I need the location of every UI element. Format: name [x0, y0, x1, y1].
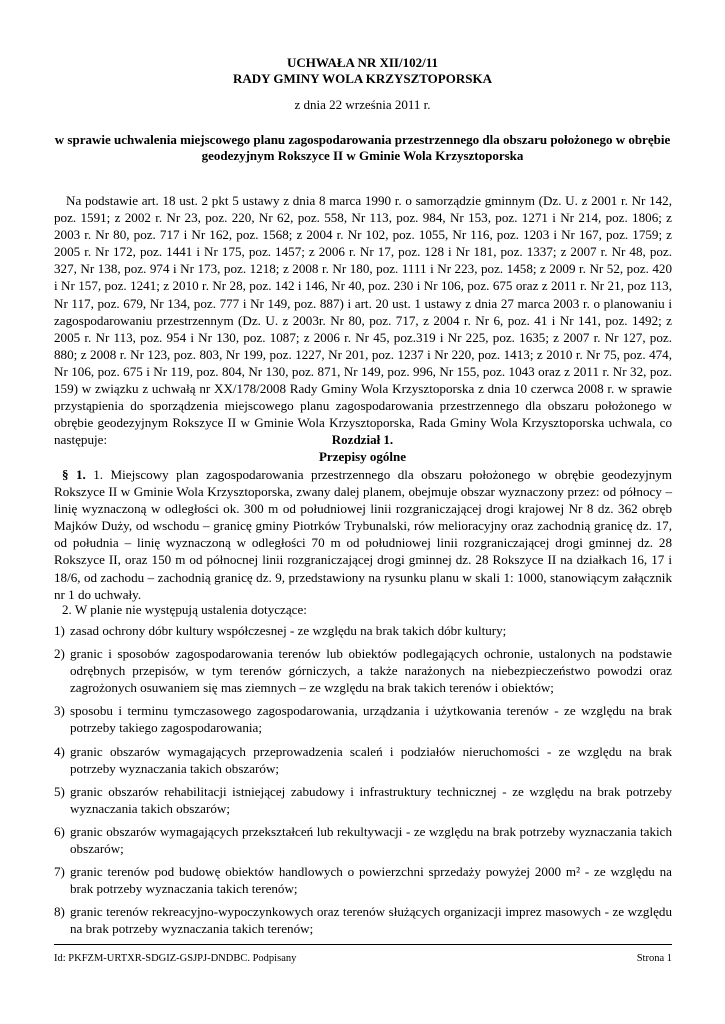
list-item-text: granic terenów rekreacyjno-wypoczynkowych oraz terenów służących organizacji imprez masowych - ze względu na brak potrzeby wyznaczania takich terenów;: [70, 904, 672, 937]
chapter-number: Rozdział 1.: [331, 432, 394, 447]
footer-divider: [54, 944, 672, 945]
list-item-text: granic i sposobów zagospodarowania terenów lub obiektów podlegających ochronie, ustalonych na podstawie odrębnych przepisów, w tym terenów górniczych, a także narażonych na niebezpieczeństwo powodzi oraz zagrożonych osuwaniem się mas ziemnych – ze względu na brak takich terenów i obiektów;: [70, 646, 672, 696]
list-item: [54, 622, 672, 639]
chapter-title: Przepisy ogólne: [318, 449, 406, 464]
list-item-text: granic obszarów wymagających przeprowadzenia scaleń i podziałów nieruchomości - ze względu na brak potrzeby wyznaczania takich obszarów;: [70, 743, 672, 776]
exclusions-list: [54, 622, 672, 944]
list-item: [54, 645, 672, 696]
legal-basis-paragraph: Na podstawie art. 18 ust. 2 pkt 5 ustawy z dnia 8 marca 1990 r. o samorządzie gminnym (Dz. U. z 2001 r. Nr 142, poz. 1591; z 2002 r. Nr 23, poz. 220, Nr 62, poz. 558, Nr 113, poz. 984, Nr 153, poz. 1271 i Nr 214, poz. 1806; z 2003 r. Nr 80, poz. 717 i Nr 162, poz. 1568; z 2004 r. Nr 102, poz. 1055, Nr 116, poz. 1203 i Nr 167, poz. 1759; z 2005 r. Nr 172, poz. 1441 i Nr 175, poz. 1457; z 2006 r. Nr 17, poz. 128 i Nr 181, poz. 1337; z 2007 r. Nr 48, poz. 327, Nr 138, poz. 974 i Nr 173, poz. 1218; z 2008 r. Nr 180, poz. 1111 i Nr 223, poz. 1458; z 2009 r. Nr 52, poz. 420 i Nr 157, poz. 1241; z 2010 r. Nr 28, poz. 142 i 146, Nr 40, poz. 230 i Nr 106, poz. 675 oraz z 2011 r. Nr 21, poz 113, Nr 117, poz. 679, Nr 134, poz. 777 i Nr 149, poz. 887) i art. 20 ust. 1 ustawy z dnia 27 marca 2003 r. o planowaniu i zagospodarowaniu przestrzennym (Dz. U. z 2003r. Nr 80, poz. 717, z 2004 r. Nr 6, poz. 41 i Nr 141, poz. 1492; z 2005 r. Nr 113, poz. 954 i Nr 130, poz. 1087; z 2006 r. Nr 45, poz.319 i Nr 225, poz. 1635; z 2007 r. Nr 127, poz. 880; z 2008 r. Nr 123, poz. 803, Nr 199, poz. 1227, Nr 201, poz. 1237 i Nr 220, poz. 1413; z 2010 r. Nr 75, poz. 474, Nr 106, poz. 675 i Nr 119, poz. 804, Nr 130, poz. 871, Nr 149, poz. 996, Nr 155, poz. 1043 oraz z 2011 r. Nr 32, poz. 159) w związku z uchwałą nr XX/178/2008 Rady Gminy Wola Krzysztoporska z dnia 10 czerwca 2008 r. w sprawie przystąpienia do sporządzenia miejscowego planu zagospodarowania przestrzennego dla obszaru położonego w obrębie geodezyjnym Rokszyce II w Gminie Wola Krzysztoporska, Rada Gminy Wola Krzysztoporska uchwala, co następuje:: [54, 193, 672, 448]
document-id: Id: PKFZM-URTXR-SDGIZ-GSJPJ-DNDBC. Podpisany: [54, 953, 297, 964]
list-item-text: sposobu i terminu tymczasowego zagospodarowania, urządzania i użytkowania terenów - ze względu na brak potrzeby takiego zagospodarowania;: [70, 703, 672, 736]
section-1-text: 1. Miejscowy plan zagospodarowania przestrzennego dla obszaru położonego w obrębie geodezyjnym Rokszyce II w Gminie Wola Krzysztoporska, zwany dalej planem, obejmuje obszar wyznaczony przez: od północy – linię wyznaczoną w odległości ok. 300 m od południowej linii rozgraniczającej drogi krajowej Nr 8 dz. 362 obręb Majków Duży, od wschodu – granicę gminy Piotrków Trybunalski, rów melioracyjny oraz zachodnią granicę dz. 17, od południa – linię wyznaczoną w odległości 70 m od południowej linii rozgraniczającej drogi gminnej dz. 28 Rokszyce II, oraz 150 m od północnej linii rozgraniczającej drogi gminnej dz. 28 Rokszyce II na działkach 16, 17 i 18/6, od zachodu – zachodnią granicę dz. 9, przedstawiony na rysunku planu w skali 1: 1000, stanowiącym załącznik nr 1 do uchwały.: [54, 467, 672, 602]
list-item: [54, 823, 672, 857]
list-item-number: 7): [54, 864, 65, 880]
list-item-text: zasad ochrony dóbr kultury współczesnej - ze względu na brak takich dóbr kultury;: [70, 623, 507, 638]
list-item-text: granic obszarów wymagających przekształceń lub rekultywacji - ze względu na brak potrzeby wyznaczania takich obszarów;: [70, 823, 672, 857]
section-1-paragraph: [54, 466, 672, 603]
resolution-subject: w sprawie uchwalenia miejscowego planu zagospodarowania przestrzennego dla obszaru położonego w obrębie geodezyjnym Rokszyce II w Gminie Wola Krzysztoporska: [54, 132, 671, 163]
list-item-number: 4): [54, 743, 65, 759]
list-item-number: 6): [54, 823, 65, 839]
resolution-date: z dnia 22 września 2011 r.: [294, 97, 431, 112]
list-item-number: 1): [54, 623, 65, 638]
list-item: [54, 863, 672, 897]
list-item: [54, 743, 672, 777]
list-item-text: granic terenów pod budowę obiektów handlowych o powierzchni sprzedaży powyżej 2000 m² - ze względu na brak potrzeby wyznaczania takich terenów;: [70, 864, 672, 897]
list-item-number: 3): [54, 703, 65, 719]
resolution-number: UCHWAŁA NR XII/102/11: [287, 55, 438, 70]
list-item: [54, 783, 672, 817]
point-2-paragraph: 2. W planie nie występują ustalenia dotyczące:: [62, 602, 307, 617]
list-item: [54, 702, 672, 736]
list-item-text: granic obszarów rehabilitacji istniejącej zabudowy i infrastruktury technicznej - ze względu na brak potrzeby wyznaczania takich obszarów;: [70, 783, 672, 816]
page-number: Strona 1: [636, 953, 672, 964]
list-item: [54, 903, 672, 937]
council-name: RADY GMINY WOLA KRZYSZTOPORSKA: [233, 71, 492, 86]
list-item-number: 2): [54, 646, 65, 662]
list-item-number: 5): [54, 783, 65, 799]
list-item-number: 8): [54, 904, 65, 920]
section-mark: § 1.: [62, 467, 86, 482]
